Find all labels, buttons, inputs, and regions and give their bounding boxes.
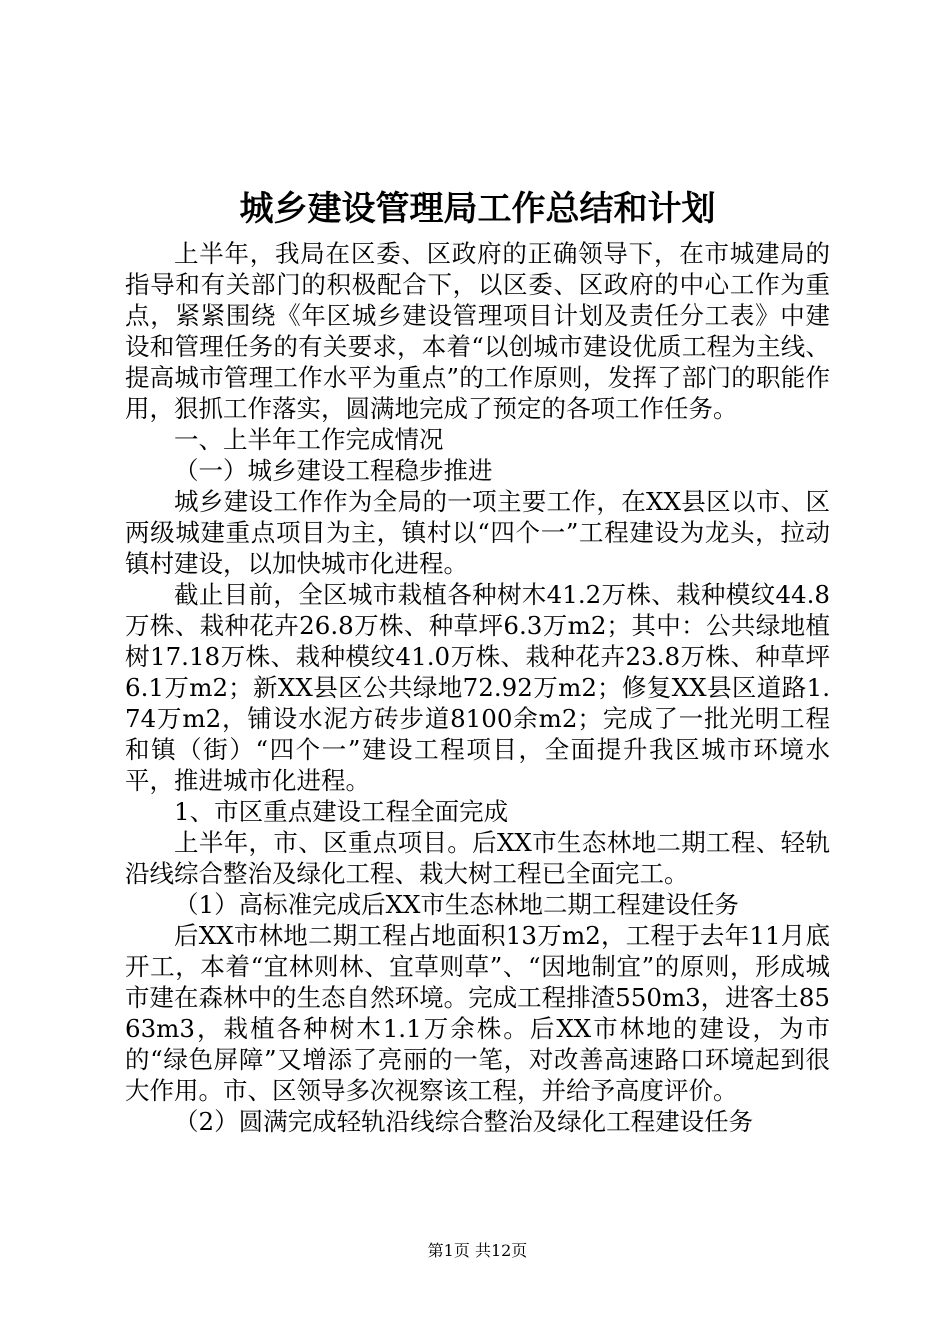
document-body [125,238,830,1137]
item-heading-1: 1、市区重点建设工程全面完成 [174,797,509,826]
section-heading-1: 一、上半年工作完成情况 [174,425,444,454]
subsection-heading-1: （一）城乡建设工程稳步推进 [174,456,493,485]
page-footer: 第1页 共12页 [427,1241,528,1260]
paragraph-construction: 城乡建设工作作为全局的一项主要工作，在XX县区以市、区两级城建重点项目为主，镇村以“四个一”工程建设为龙头，拉动镇村建设，以加快城市化进程。 [125,487,830,578]
item-heading-1-2: （2）圆满完成轻轨沿线综合整治及绿化工程建设任务 [174,1107,754,1136]
paragraph-forest-project: 后XX市林地二期工程占地面积13万m2，工程于去年11月底开工，本着“宜林则林、宜草则草”、“因地制宜”的原则，形成城市建在森林中的生态自然环境。完成工程排渣550m3，进客土8563m3，栽植各种树木1.1万余株。后XX市林地的建设，为市的“绿色屏障”又增添了亮丽的一笔，对改善高速路口环境起到很大作用。市、区领导多次视察该工程，并给予高度评价。 [125,921,830,1105]
document-page [125,0,830,1344]
paragraph-greening-stats: 截止目前，全区城市栽植各种树木41.2万株、栽种模纹44.8万株、栽种花卉26.8万株、种草坪6.3万m2；其中：公共绿地植树17.18万株、栽种模纹41.0万株、栽种花卉23.8万株、种草坪6.1万m2；新XX县区公共绿地72.92万m2；修复XX县区道路1.74万m2，铺设水泥方砖步道8100余m2；完成了一批光明工程和镇（街）“四个一”建设工程项目，全面提升我区城市环境水平，推进城市化进程。 [125,580,830,795]
paragraph-intro: 上半年，我局在区委、区政府的正确领导下，在市城建局的指导和有关部门的积极配合下，以区委、区政府的中心工作为重点，紧紧围绕《年区城乡建设管理项目计划及责任分工表》中建设和管理任务的有关要求，本着“以创城市建设优质工程为主线、提高城市管理工作水平为重点”的工作原则，发挥了部门的职能作用，狠抓工作落实，圆满地完成了预定的各项工作任务。 [125,239,830,423]
paragraph-key-projects: 上半年，市、区重点项目。后XX市生态林地二期工程、轻轨沿线综合整治及绿化工程、栽大树工程已全面完工。 [125,828,830,888]
item-heading-1-1: （1）高标准完成后XX市生态林地二期工程建设任务 [174,890,739,919]
document-title: 城乡建设管理局工作总结和计划 [239,189,716,229]
